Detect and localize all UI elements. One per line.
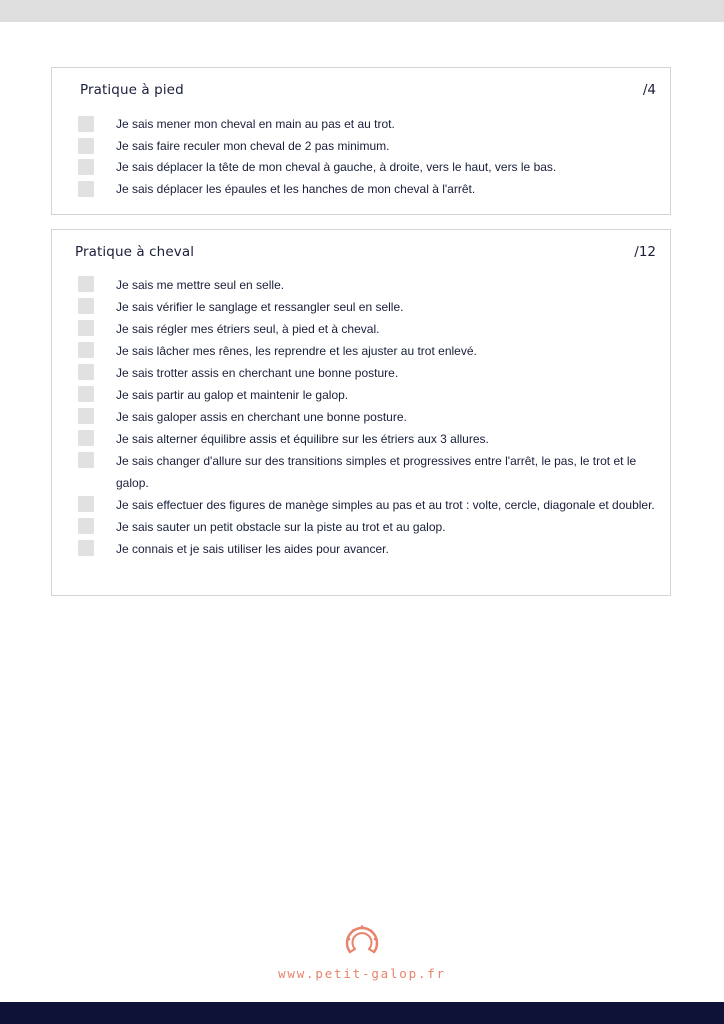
checklist-item xyxy=(52,428,670,450)
checklist-item xyxy=(52,274,670,296)
checklist-item xyxy=(52,384,670,406)
checkbox[interactable] xyxy=(78,430,94,446)
checklist-item xyxy=(52,179,670,201)
checklist-item xyxy=(52,362,670,384)
item-label: Je sais partir au galop et maintenir le galop. xyxy=(116,388,349,402)
checkbox[interactable] xyxy=(78,276,94,292)
item-label: Je sais lâcher mes rênes, les reprendre et les ajuster au trot enlevé. xyxy=(116,344,477,358)
checkbox[interactable] xyxy=(78,518,94,534)
site-url[interactable]: www.petit-galop.fr xyxy=(278,966,446,981)
checklist-item xyxy=(52,318,670,340)
checklist-item xyxy=(52,494,670,516)
checkbox[interactable] xyxy=(78,540,94,556)
checklist-item xyxy=(52,406,670,428)
checkbox[interactable] xyxy=(78,342,94,358)
item-label: Je sais régler mes étriers seul, à pied et à cheval. xyxy=(116,322,380,336)
section-pratique-a-pied xyxy=(51,67,671,215)
checklist-item xyxy=(52,340,670,362)
checklist-item xyxy=(52,136,670,158)
section-title: Pratique à cheval xyxy=(75,244,195,260)
checklist-item xyxy=(52,296,670,318)
item-label: Je sais trotter assis en cherchant une bonne posture. xyxy=(116,366,399,380)
checkbox[interactable] xyxy=(78,408,94,424)
section-title: Pratique à pied xyxy=(80,82,184,98)
checkbox[interactable] xyxy=(78,320,94,336)
item-label: Je sais déplacer les épaules et les hanches de mon cheval à l'arrêt. xyxy=(116,181,476,196)
item-label: Je sais déplacer la tête de mon cheval à gauche, à droite, vers le haut, vers le bas. xyxy=(116,160,557,174)
checkbox[interactable] xyxy=(78,298,94,314)
checkbox[interactable] xyxy=(78,116,94,132)
section-score: /12 xyxy=(634,244,656,260)
horseshoe-icon xyxy=(341,918,383,960)
checklist-item xyxy=(52,114,670,136)
item-label: Je sais effectuer des figures de manège simples au pas et au trot : volte, cercle, diagonale et doubler. xyxy=(116,498,655,512)
checkbox[interactable] xyxy=(78,138,94,154)
item-label: Je sais mener mon cheval en main au pas et au trot. xyxy=(116,117,395,131)
item-label: Je sais vérifier le sanglage et ressangler seul en selle. xyxy=(116,300,404,314)
checkbox[interactable] xyxy=(78,364,94,380)
item-label: Je sais sauter un petit obstacle sur la piste au trot et au galop. xyxy=(116,520,446,534)
item-label: Je sais alterner équilibre assis et équilibre sur les étriers aux 3 allures. xyxy=(116,432,489,446)
bottom-bar xyxy=(0,1002,724,1024)
checkbox[interactable] xyxy=(78,386,94,402)
checkbox[interactable] xyxy=(78,181,94,197)
section-score: /4 xyxy=(642,82,656,98)
item-label: Je sais galoper assis en cherchant une bonne posture. xyxy=(116,410,407,424)
top-bar xyxy=(0,0,724,22)
item-label: Je sais faire reculer mon cheval de 2 pas minimum. xyxy=(116,138,390,153)
section-pratique-a-cheval xyxy=(51,229,671,596)
item-label: Je sais changer d'allure sur des transitions simples et progressives entre l'arrêt, le pas, le trot et le galop. xyxy=(116,454,637,490)
item-label: Je connais et je sais utiliser les aides pour avancer. xyxy=(116,542,389,556)
item-label: Je sais me mettre seul en selle. xyxy=(116,278,285,292)
checkbox[interactable] xyxy=(78,452,94,468)
checkbox[interactable] xyxy=(78,159,94,175)
checklist-item xyxy=(52,538,670,560)
checklist-item xyxy=(52,516,670,538)
checklist-item xyxy=(52,157,670,179)
checklist-item xyxy=(52,450,670,494)
checkbox[interactable] xyxy=(78,496,94,512)
